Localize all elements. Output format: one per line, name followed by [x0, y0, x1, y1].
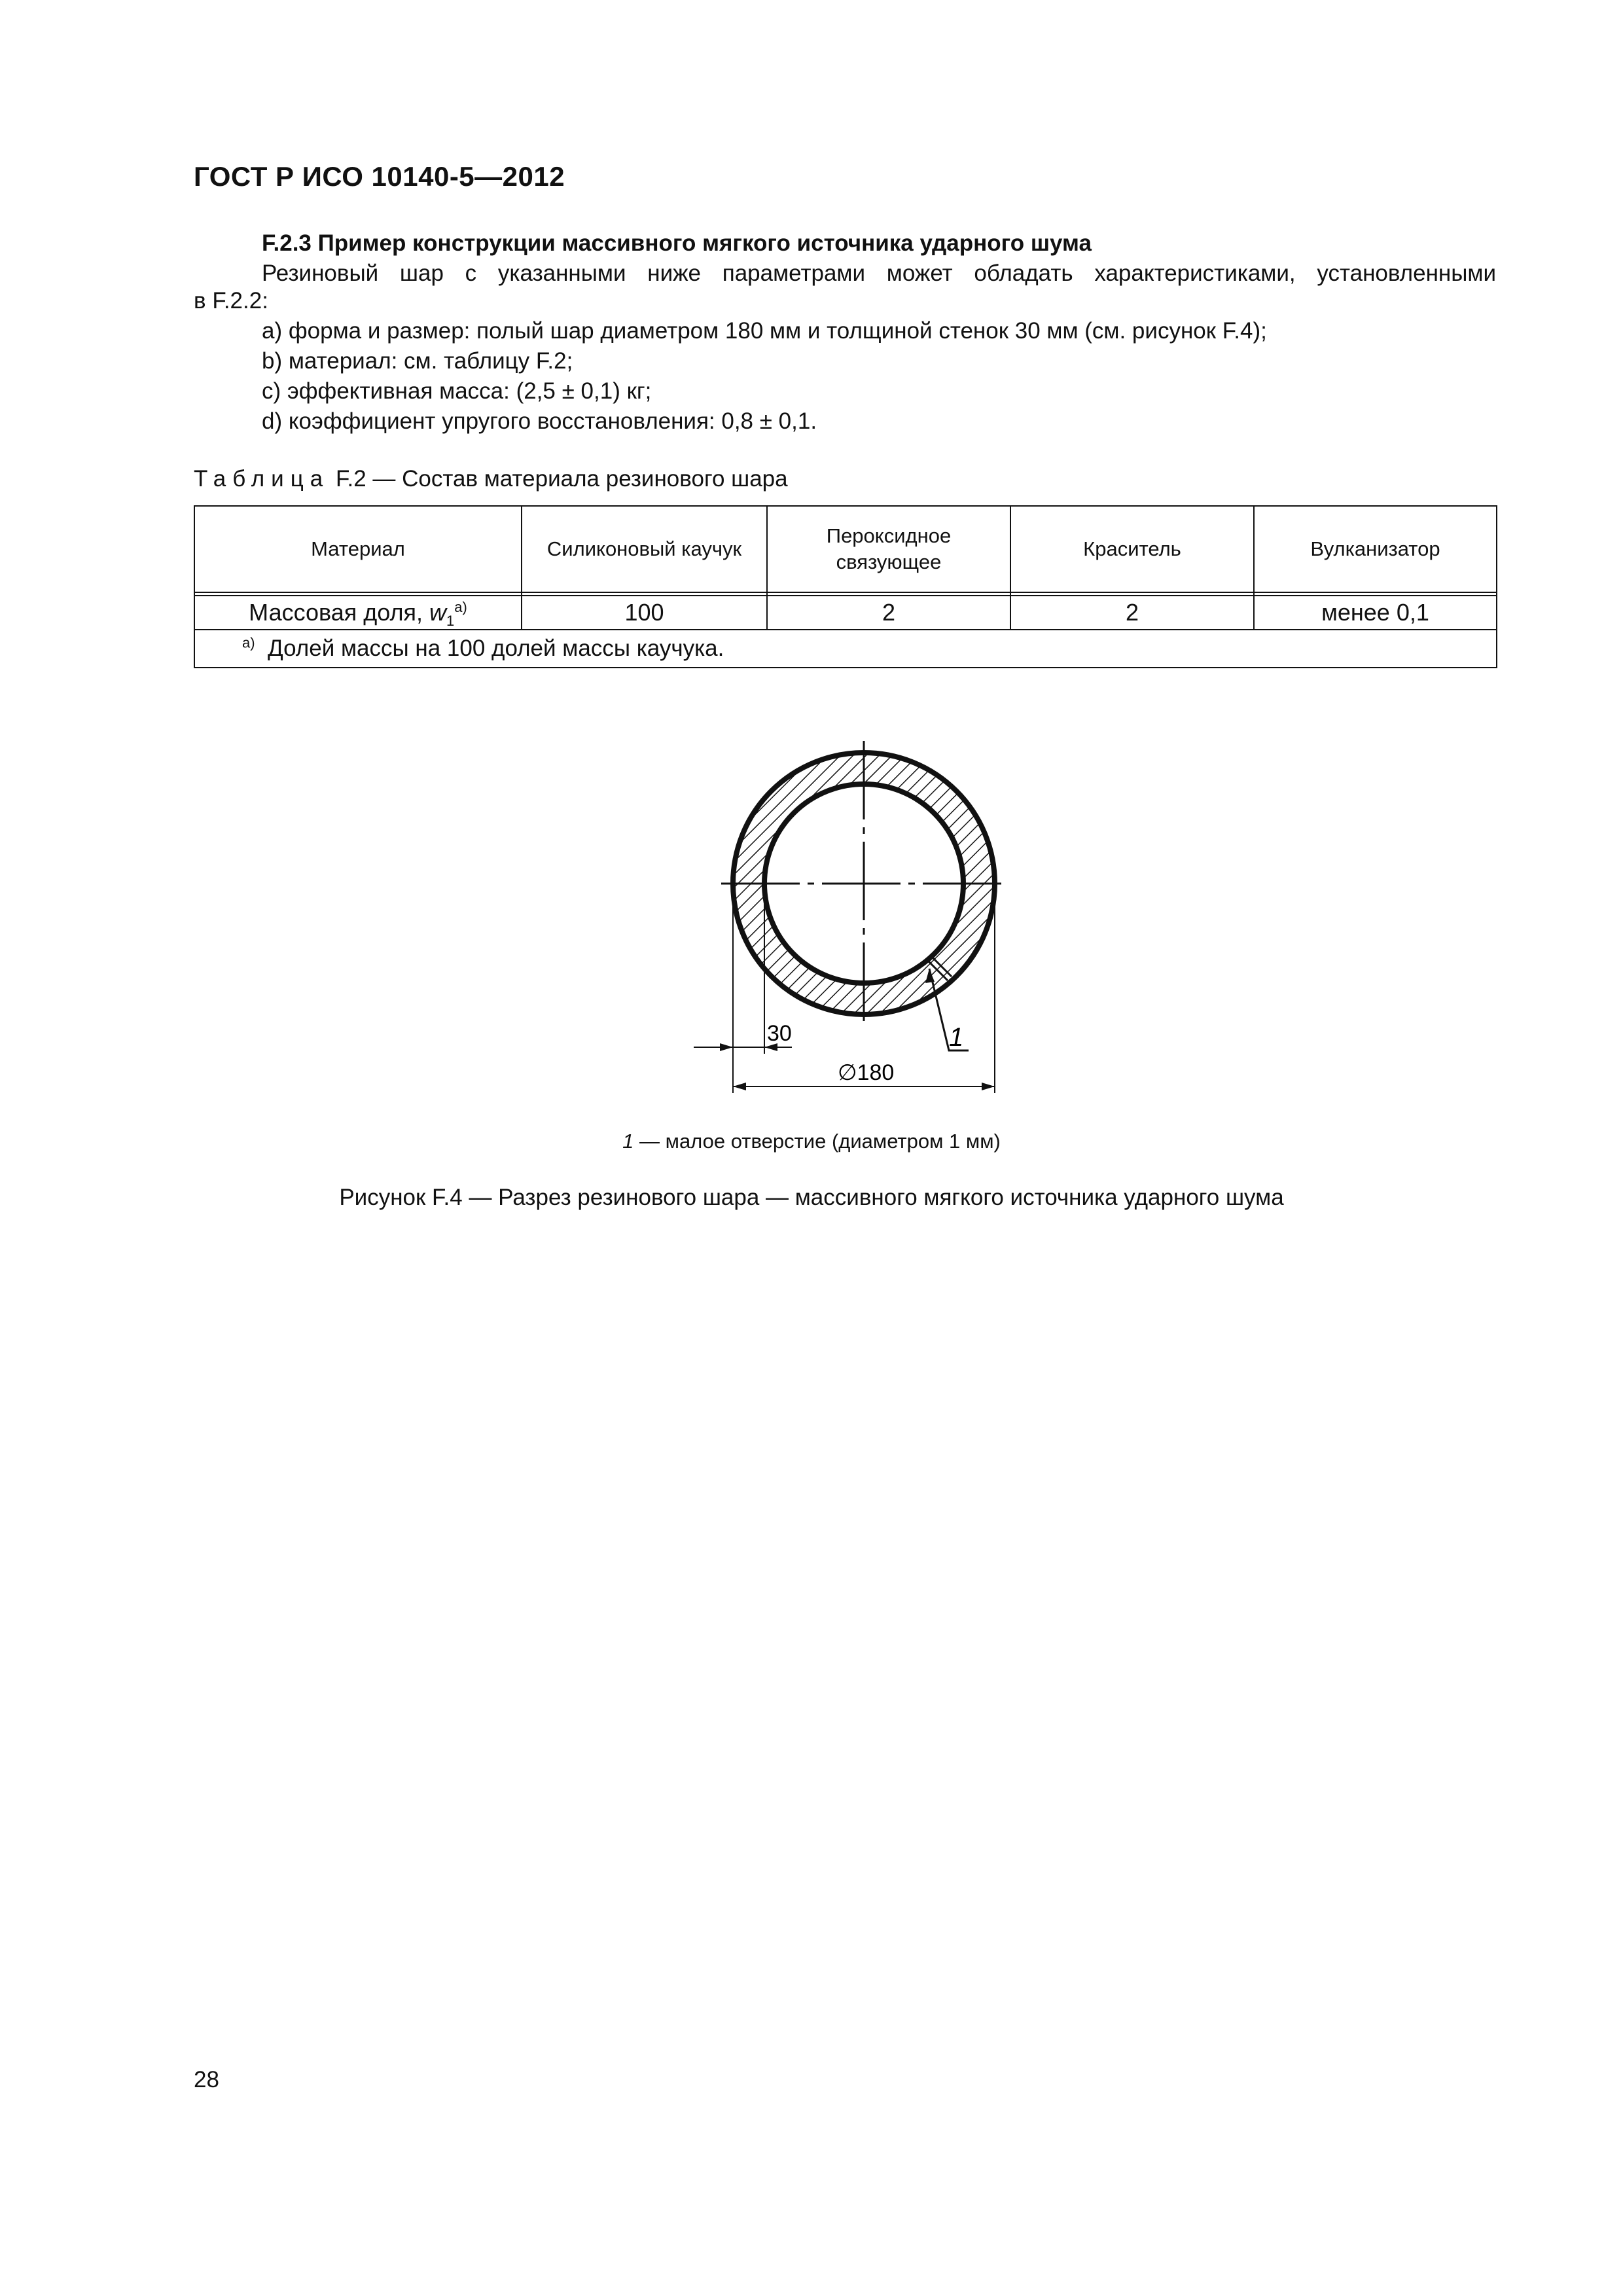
table-header-row: [194, 506, 1497, 592]
page-number: 28: [194, 2067, 219, 2092]
rubber-ball-section-drawing: [681, 733, 1008, 1100]
figure-legend: 1 — малое отверстие (диаметром 1 мм): [622, 1130, 1001, 1153]
list-item-d: d) коэффициент упругого восстановления: 0,8 ± 0,1.: [262, 408, 817, 434]
document-header: ГОСТ Р ИСО 10140-5—2012: [194, 161, 565, 192]
table-footnote: $^{a)}$ Долей массы на 100 долей массы каучука.: [194, 630, 1497, 668]
header-cell-peroxide: [767, 506, 1010, 592]
list-item-a: a) форма и размер: полый шар диаметром 180 мм и толщиной стенок 30 мм (см. рисунок F.4);: [262, 318, 1267, 344]
list-item-c: c) эффективная масса: (2,5 ± 0,1) кг;: [262, 378, 652, 404]
section-title: F.2.3 Пример конструкции массивного мягкого источника ударного шума: [262, 230, 1092, 256]
header-cell-silicone: Силиконовый каучук: [522, 506, 767, 592]
callout-number: 1: [949, 1023, 964, 1052]
header-peroxide-line1: Пероксидное: [826, 524, 952, 547]
value-cell-peroxide: 2: [767, 596, 1010, 630]
value-cell-dye: 2: [1010, 596, 1254, 630]
list-item-b: b) материал: см. таблицу F.2;: [262, 348, 573, 374]
table-footnote-row: [194, 630, 1497, 668]
table-caption-title: F.2 — Состав материала резинового шара: [335, 466, 788, 492]
paragraph-line-1: Резиновый шар с указанными ниже параметрами может обладать характеристиками, установленными: [262, 260, 1496, 286]
figure-caption: Рисунок F.4 — Разрез резинового шара — массивного мягкого источника ударного шума: [339, 1185, 1284, 1210]
header-cell-vulcanizer: Вулканизатор: [1254, 506, 1497, 592]
row-label-cell: Массовая доля, $w_1^{a)}$: [194, 596, 522, 630]
paragraph-line-2: в F.2.2:: [194, 288, 268, 314]
composition-table: [194, 505, 1497, 668]
header-cell-dye: Краситель: [1010, 506, 1254, 592]
value-cell-vulcanizer: менее 0,1: [1254, 596, 1497, 630]
table-caption: [194, 466, 788, 492]
table-caption-word: Таблица: [194, 466, 330, 492]
header-cell-material: Материал: [194, 506, 522, 592]
header-peroxide-line2: связующее: [836, 550, 942, 573]
table-row: [194, 596, 1497, 630]
value-cell-silicone: 100: [522, 596, 767, 630]
wall-dimension-label: 30: [767, 1021, 792, 1046]
diameter-dimension-label: ∅180: [838, 1060, 895, 1085]
